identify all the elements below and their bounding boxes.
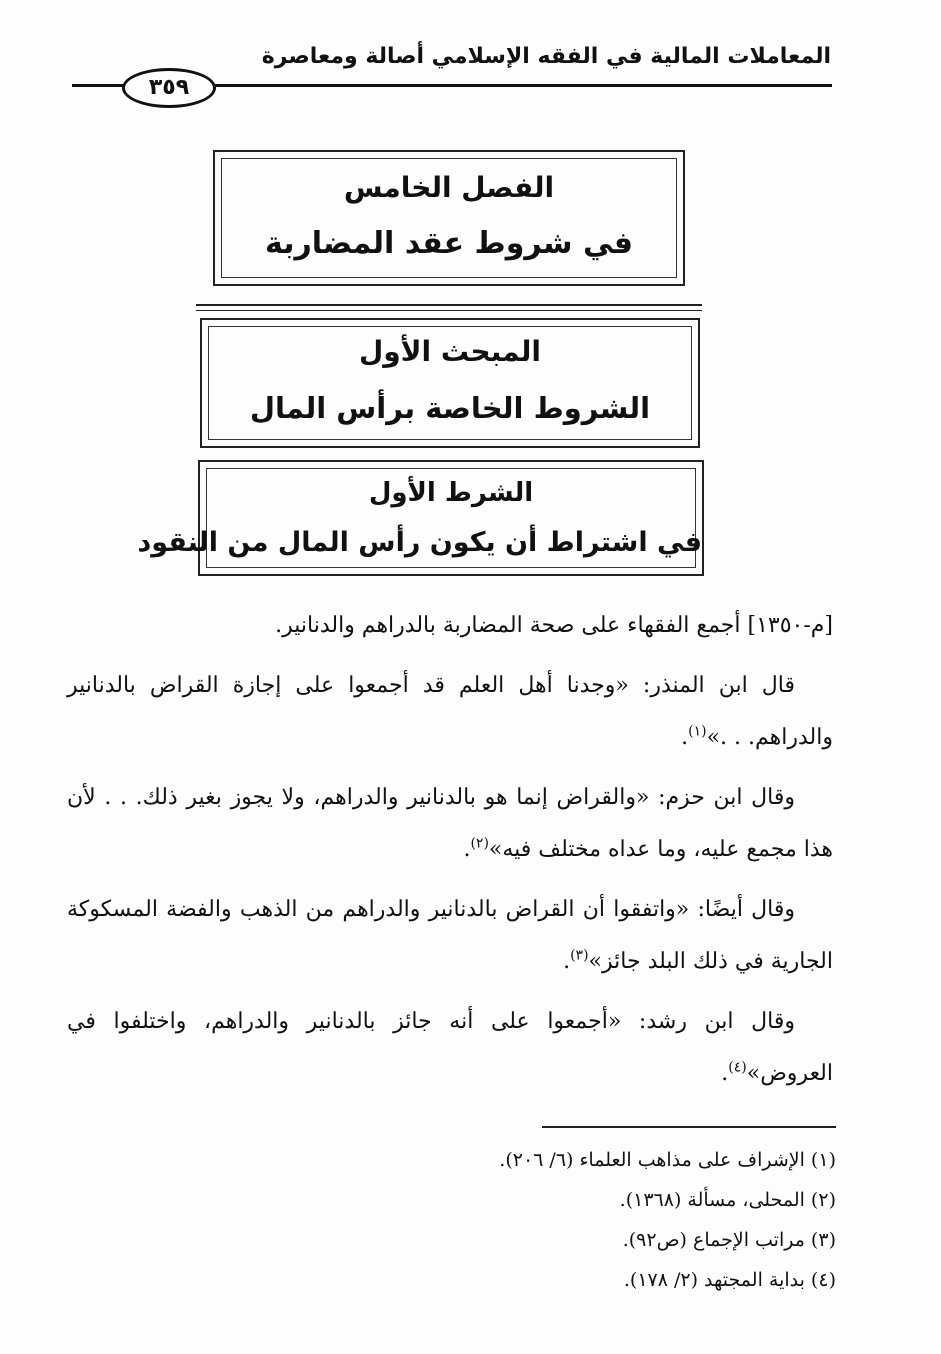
paragraph-text: [م-١٣٥٠] أجمع الفقهاء على صحة المضاربة بالدراهم والدنانير.: [275, 613, 833, 638]
footnotes: [136, 1140, 836, 1300]
section-title: الشروط الخاصة برأس المال: [249, 391, 651, 425]
paragraph-text: وقال أيضًا: «واتفقوا أن القراض بالدنانير والدراهم من الذهب والفضة المسكوكة الجارية في ذلك البلد جائز»: [67, 897, 833, 974]
divider-rule: [196, 304, 702, 306]
paragraph-end: .: [721, 1061, 729, 1086]
section-heading: المبحث الأول: [358, 335, 542, 368]
footnote-item: (٤) بداية المجتهد (٢/ ١٧٨).: [623, 1269, 836, 1291]
paragraph-text: وقال ابن حزم: «والقراض إنما هو بالدنانير والدراهم، ولا يجوز بغير ذلك. . . لأن هذا مجمع عليه، وما عداه مختلف فيه»: [67, 785, 833, 862]
footnote-ref[interactable]: (١): [688, 723, 707, 740]
paragraph-end: .: [463, 837, 471, 862]
footnote-ref[interactable]: (٣): [570, 947, 589, 964]
condition-heading: الشرط الأول: [368, 478, 534, 508]
footnote-ref[interactable]: (٢): [470, 835, 489, 852]
paragraph-text: قال ابن المنذر: «وجدنا أهل العلم قد أجمعوا على إجازة القراض بالدنانير والدراهم. . .»: [67, 673, 833, 750]
footnote-ref[interactable]: (٤): [728, 1059, 747, 1076]
condition-title: في اشتراط أن يكون رأس المال من النقود: [137, 527, 702, 558]
paragraph: [67, 660, 833, 764]
condition-title-frame: [137, 460, 704, 576]
page-number: ٣٥٩: [122, 68, 216, 108]
chapter-title-frame: [213, 150, 685, 286]
paragraph-end: .: [563, 949, 571, 974]
footnote-item: (١) الإشراف على مذاهب العلماء (٦/ ٢٠٦).: [499, 1149, 836, 1171]
section-title-frame: [200, 318, 700, 448]
paragraph: [67, 884, 833, 988]
divider-rule-thin: [196, 310, 702, 311]
chapter-heading: الفصل الخامس: [343, 171, 555, 204]
footnote-item: (٣) مراتب الإجماع (ص٩٢).: [622, 1229, 836, 1251]
footnote-separator: [542, 1126, 836, 1128]
running-header: المعاملات المالية في الفقه الإسلامي أصالة ومعاصرة: [261, 44, 831, 69]
footnote-item: (٢) المحلى، مسألة (١٣٦٨).: [619, 1189, 836, 1211]
paragraph-end: .: [681, 725, 689, 750]
paragraph: [67, 996, 833, 1100]
paragraph-text: وقال ابن رشد: «أجمعوا على أنه جائز بالدنانير والدراهم، واختلفوا في العروض»: [67, 1009, 833, 1086]
paragraph: [67, 772, 833, 876]
paragraph: [67, 600, 833, 652]
chapter-title: في شروط عقد المضاربة: [265, 226, 633, 261]
